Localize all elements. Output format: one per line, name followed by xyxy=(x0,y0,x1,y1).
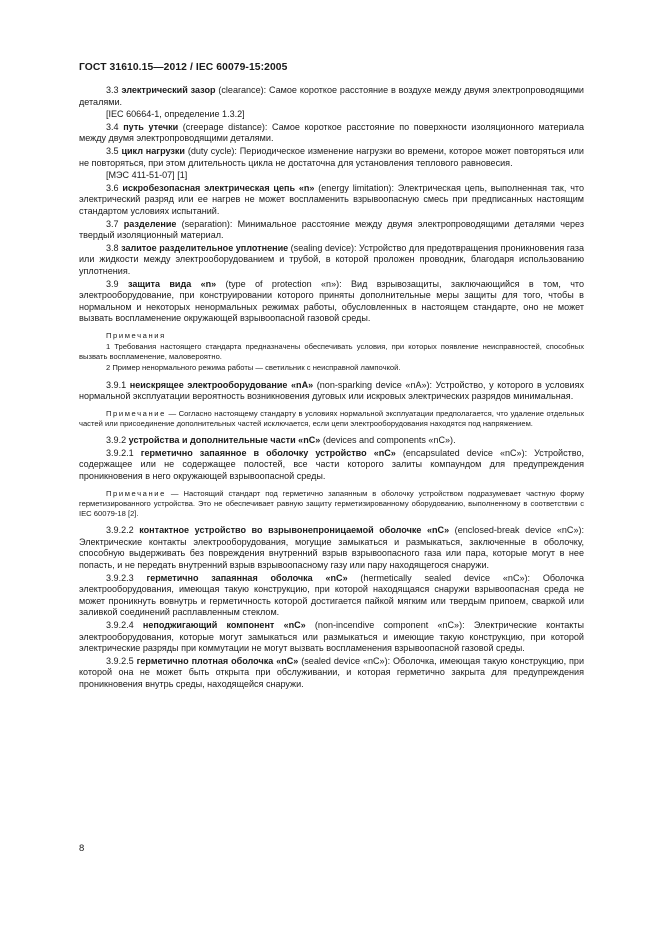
definition-3-5: 3.5 цикл нагрузки (duty cycle): Периодическое изменение нагрузки во времени, которое может повторяться или не повторяться, при этом длительность цикла не достаточна для установления теплового равновесия. xyxy=(79,145,584,168)
definition-3-9: 3.9 защита вида «n» (type of protection «n»): Вид взрывозащиты, заключающийся в том, что электрооборудование, при конструировании которого приняты дополнительные меры защиты для того, чтобы в нормальном и некоторых ненормальных режимах работы, обусловленных в настоящем стандарте, оно не может вызвать воспламенение окружающей взрывоопасной газовой среды. xyxy=(79,278,584,324)
definition-3-9-2-1: 3.9.2.1 герметично запаянное в оболочку устройство «nC» (encapsulated device «nC»): Устройство, содержащее или не содержащее полостей, все части которого залиты компаундом для предупреждения проникновения в него окружающей взрывоопасной среды. xyxy=(79,447,584,482)
definition-3-9-2-3: 3.9.2.3 герметично запаянная оболочка «nC» (hermetically sealed device «nC»): Оболочка электрооборудования, имеющая такую конструкцию, при которой находящаяся снаружи взрывоопасная среда не может проникнуть вовнутрь и герметичность которой достигается пайкой мягким или твердым припоем, сваркой или заливкой соединений расплавленным стеклом. xyxy=(79,572,584,618)
reference: [IEC 60664-1, определение 1.3.2] xyxy=(106,109,245,120)
reference: [МЭС 411-51-07] [1] xyxy=(106,170,188,181)
page-content xyxy=(79,85,584,692)
notes-heading: Примечания xyxy=(106,330,166,340)
definition-3-9-2-4: 3.9.2.4 неподжигающий компонент «nC» (non-incendive component «nC»): Электрические контакты электрооборудования, которые могут замыкаться или размыкаться и имеющие такую конструкцию, при которой электрические разряды при коммутации не могут вызвать воспламенения взрывоопасной газовой среды. xyxy=(79,620,585,654)
page-number: 8 xyxy=(79,843,85,854)
note: Примечание — Настоящий стандарт под герметично запаянным в оболочку устройством подразумевает частную форму герметизированного устройства. Это не обеспечивает равную защиту герметизированному оборудованию, выполненному в соответствии с IEC 60079-18 [2]. xyxy=(79,488,584,519)
definition-3-9-2: 3.9.2 устройства и дополнительные части «nC» (devices and components «nC»). xyxy=(106,435,456,446)
standard-header: ГОСТ 31610.15—2012 / IEC 60079-15:2005 xyxy=(79,62,288,73)
definition-3-9-2-2: 3.9.2.2 контактное устройство во взрывонепроницаемой оболочке «nC» (enclosed-break device «nC»): Электрические контакты электрооборудования, могущие замыкаться и размыкаться, заключенные в оболочку, способную выдерживать без повреждения внутренний взрыв взрывоопасного газа или пара, которые могут в нее попасть, и не передать внутренний взрыв взрывоопасному газу или пару находящегося снаружи. xyxy=(79,525,585,571)
definition-3-7: 3.7 разделение (separation): Минимальное расстояние между двумя электропроводящими деталями через твердый изоляционный материал. xyxy=(79,218,585,241)
note-item: 1 Требования настоящего стандарта предназначены обеспечивать условия, при которых появление неисправностей, способных вызвать воспламенение, маловероятно. xyxy=(79,342,584,362)
definition-3-3: 3.3 электрический зазор (clearance): Самое короткое расстояние в воздухе между двумя электропроводящими деталями. xyxy=(79,85,584,107)
definition-3-9-1: 3.9.1 неискрящее электрооборудование «nA» (non-sparking device «nA»): Устройство, у которого в условиях нормальной эксплуатации вероятность возникновения дуговых или искровых электрических разрядов минимальная. xyxy=(79,379,585,402)
definition-3-4: 3.4 путь утечки (creepage distance): Самое короткое расстояние по поверхности изоляционного материала между двумя электропроводящими деталями. xyxy=(79,121,584,144)
note-item: 2 Пример ненормального режима работы — светильник с неисправной лампочкой. xyxy=(106,363,401,373)
definition-3-9-2-5: 3.9.2.5 герметично плотная оболочка «nC» (sealed device «nC»): Оболочка, имеющая такую конструкцию, при которой она не может быть открыта при обслуживании, и которая герметично закрыта для предупреждения проникновения внутрь среды, находящейся снаружи. xyxy=(79,655,585,689)
note: Примечание — Согласно настоящему стандарту в условиях нормальной эксплуатации предполагается, что удаление отдельных частей или присоединение дополнительных частей исключается, если цепи электрооборудования находятся под напряжением. xyxy=(79,408,584,429)
definition-3-6: 3.6 искробезопасная электрическая цепь «n» (energy limitation): Электрическая цепь, выполненная так, что электрический разряд или ее нагрев не может воспламенить взрывоопасную смесь при предписанных настоящим стандартом условиях испытаний. xyxy=(79,182,584,216)
definition-3-8: 3.8 залитое разделительное уплотнение (sealing device): Устройство для предотвращения проникновения газа или жидкости между электрооборудованием и трубой, в которой проложен проводник, благодаря использованию уплотнения. xyxy=(79,242,584,276)
